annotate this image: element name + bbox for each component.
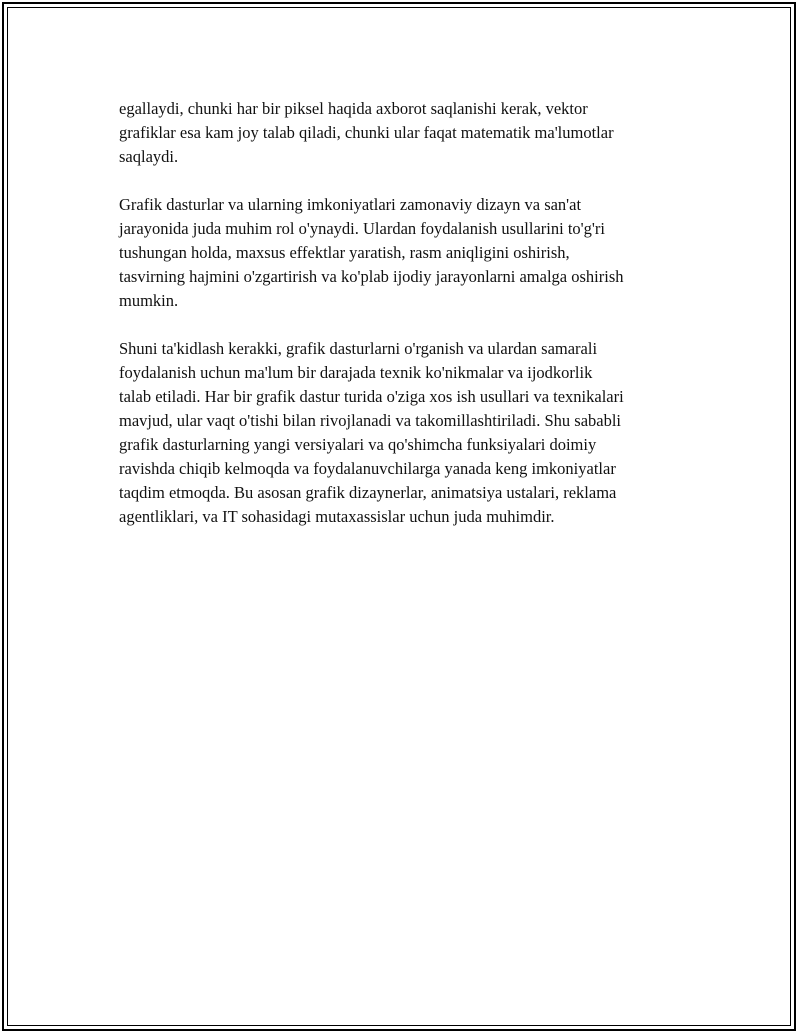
text-line: saqlaydi. [119, 147, 179, 166]
page-frame [2, 2, 796, 1031]
text-line: taqdim etmoqda. Bu asosan grafik dizaynerlar, animatsiya ustalari, reklama [119, 483, 617, 502]
paragraph-1 [119, 97, 694, 169]
text-line: mavjud, ular vaqt o'tishi bilan rivojlanadi va takomillashtiriladi. Shu sababli [119, 411, 622, 430]
text-line: mumkin. [119, 291, 179, 310]
text-line: jarayonida juda muhim rol o'ynaydi. Ulardan foydalanish usullarini to'g'ri [119, 219, 605, 238]
text-line: tasvirning hajmini o'zgartirish va ko'plab ijodiy jarayonlarni amalga oshirish [119, 267, 624, 286]
text-line: Shuni ta'kidlash kerakki, grafik dasturlarni o'rganish va ulardan samarali [119, 339, 598, 358]
text-line: talab etiladi. Har bir grafik dastur turida o'ziga xos ish usullari va texnikalari [119, 387, 624, 406]
text-line: grafiklar esa kam joy talab qiladi, chunki ular faqat matematik ma'lumotlar [119, 123, 614, 142]
text-line: foydalanish uchun ma'lum bir darajada texnik ko'nikmalar va ijodkorlik [119, 363, 593, 382]
page-body [119, 97, 694, 553]
paragraph-3 [119, 337, 694, 529]
text-line: agentliklari, va IT sohasidagi mutaxassislar uchun juda muhimdir. [119, 507, 555, 526]
text-line: ravishda chiqib kelmoqda va foydalanuvchilarga yanada keng imkoniyatlar [119, 459, 616, 478]
text-line: grafik dasturlarning yangi versiyalari va qo'shimcha funksiyalari doimiy [119, 435, 597, 454]
paragraph-2 [119, 193, 694, 313]
text-line: Grafik dasturlar va ularning imkoniyatlari zamonaviy dizayn va san'at [119, 195, 582, 214]
text-line: egallaydi, chunki har bir piksel haqida axborot saqlanishi kerak, vektor [119, 99, 588, 118]
text-line: tushungan holda, maxsus effektlar yaratish, rasm aniqligini oshirish, [119, 243, 570, 262]
